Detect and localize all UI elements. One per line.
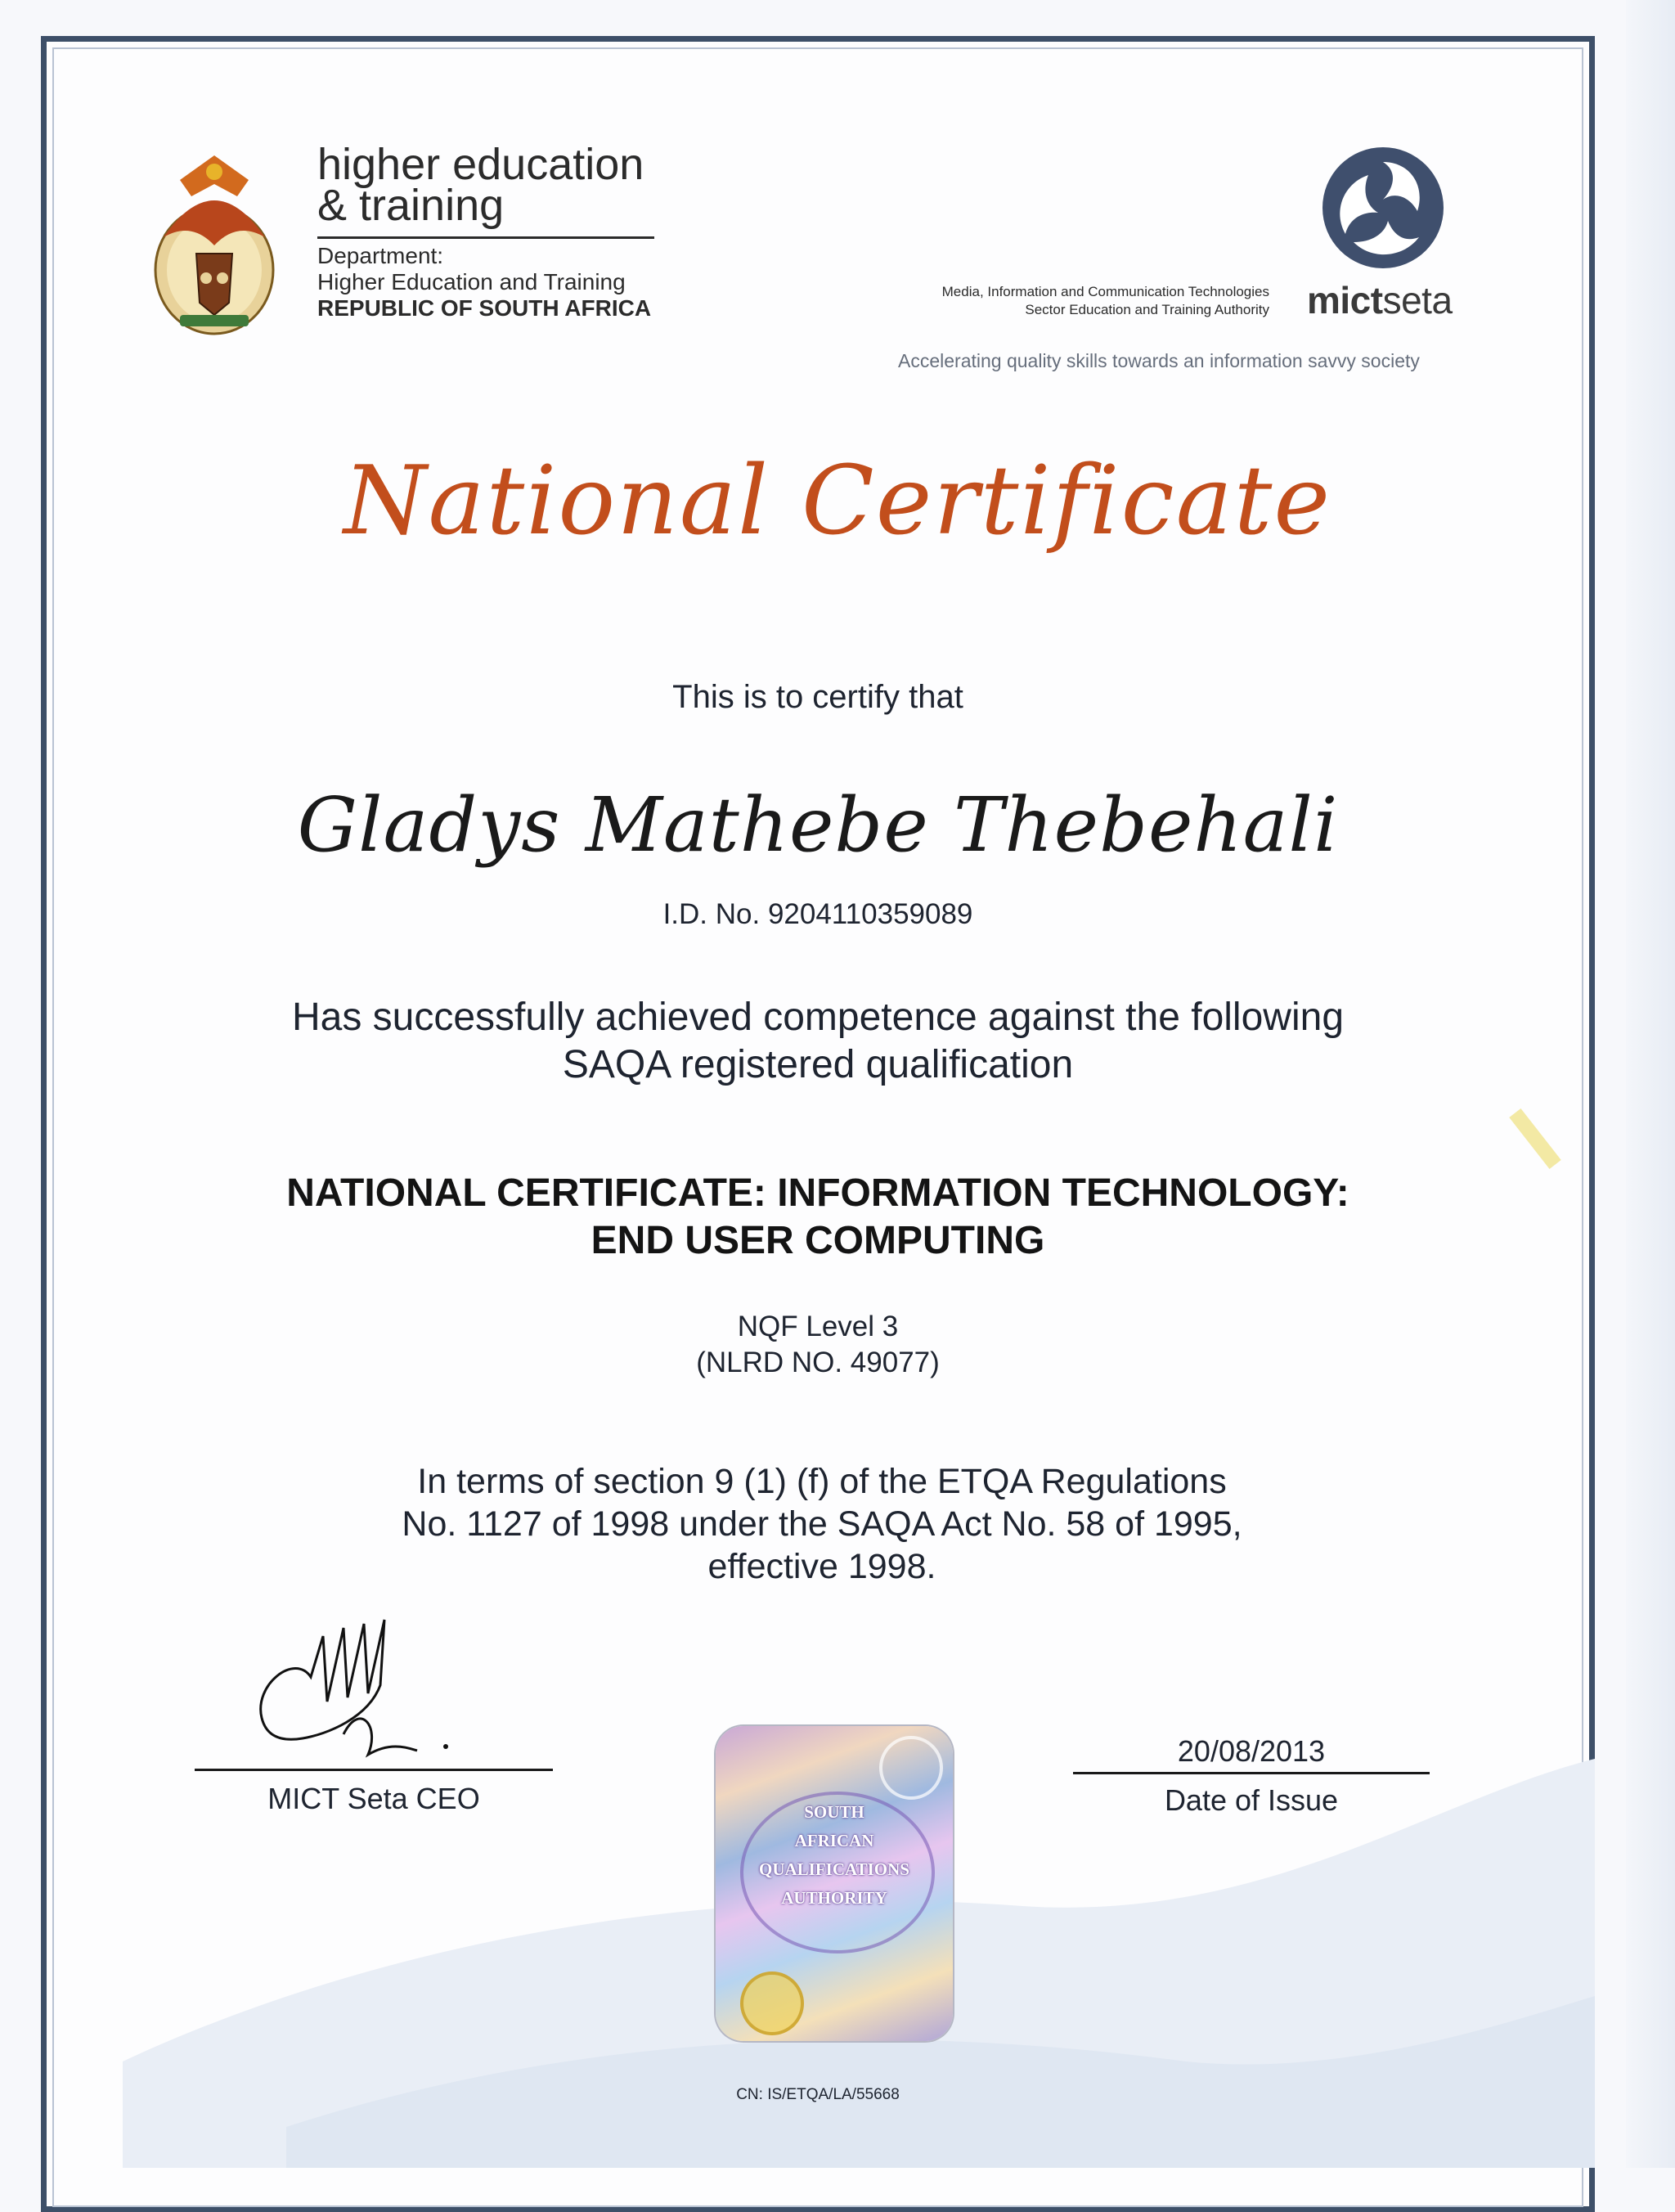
nqf-level: NQF Level 3: [737, 1311, 899, 1342]
nqf-details: [0, 1309, 1636, 1381]
hologram-circle-top: [879, 1736, 943, 1800]
saqa-hologram: [716, 1726, 953, 2041]
dhet-department: [317, 243, 651, 321]
qualification-title: [0, 1170, 1636, 1265]
mict-seta-logo-icon: [1321, 146, 1445, 270]
mict-seta-wordmark: [1307, 278, 1453, 322]
dhet-dept-line1: Department:: [317, 243, 444, 268]
coat-of-arms-icon: [147, 147, 282, 339]
nlrd-number: (NLRD NO. 49077): [696, 1347, 940, 1378]
hologram-line1: SOUTH: [804, 1802, 864, 1822]
hologram-text: [748, 1798, 920, 1913]
terms-line2: No. 1127 of 1998 under the SAQA Act No. 58 of 1995,: [402, 1504, 1242, 1544]
signatory-label: MICT Seta CEO: [267, 1782, 480, 1815]
mict-tagline: Accelerating quality skills towards an information savvy society: [898, 350, 1420, 371]
qualification-line2: END USER COMPUTING: [591, 1219, 1045, 1262]
competence-line1: Has successfully achieved competence against the following: [291, 996, 1345, 1039]
certificate-title: National Certificate: [343, 446, 1332, 556]
ceo-signature: [245, 1603, 458, 1783]
signature-line: [195, 1769, 553, 1771]
certify-text: This is to certify that: [672, 679, 963, 715]
mict-word-light: seta: [1382, 279, 1453, 321]
dhet-dept-line3: REPUBLIC OF SOUTH AFRICA: [317, 295, 652, 321]
mict-fullname: [867, 283, 1269, 319]
regulation-terms: [0, 1460, 1644, 1588]
cn-number: CN: IS/ETQA/LA/55668: [736, 2086, 900, 2103]
hologram-line4: AUTHORITY: [781, 1888, 887, 1908]
id-number: I.D. No. 9204110359089: [662, 898, 973, 930]
hologram-line2: AFRICAN: [794, 1831, 874, 1850]
issue-date: 20/08/2013: [1177, 1734, 1326, 1768]
date-line: [1073, 1772, 1430, 1774]
hologram-circle-bottom: [740, 1971, 804, 2035]
mict-fullname-line1: Media, Information and Communication Technologies: [941, 284, 1269, 299]
dhet-title: [317, 140, 644, 230]
dhet-rule: [317, 236, 654, 239]
competence-line2: SAQA registered qualification: [562, 1043, 1074, 1086]
dhet-dept-line2: Higher Education and Training: [317, 269, 626, 294]
mict-fullname-line2: Sector Education and Training Authority: [1025, 302, 1269, 317]
mict-word-bold: mict: [1307, 279, 1383, 321]
issue-date-label: Date of Issue: [1164, 1783, 1339, 1817]
dhet-title-line1: higher education: [317, 140, 644, 189]
hologram-line3: QUALIFICATIONS: [759, 1859, 909, 1879]
recipient-name: Gladys Mathebe Thebehali: [297, 781, 1339, 869]
competence-statement: [0, 994, 1636, 1089]
terms-line3: effective 1998.: [707, 1547, 936, 1586]
terms-line1: In terms of section 9 (1) (f) of the ETQA Regulations: [417, 1462, 1227, 1501]
qualification-line1: NATIONAL CERTIFICATE: INFORMATION TECHNOLOGY:: [286, 1171, 1349, 1215]
dhet-title-line2: & training: [317, 181, 505, 230]
